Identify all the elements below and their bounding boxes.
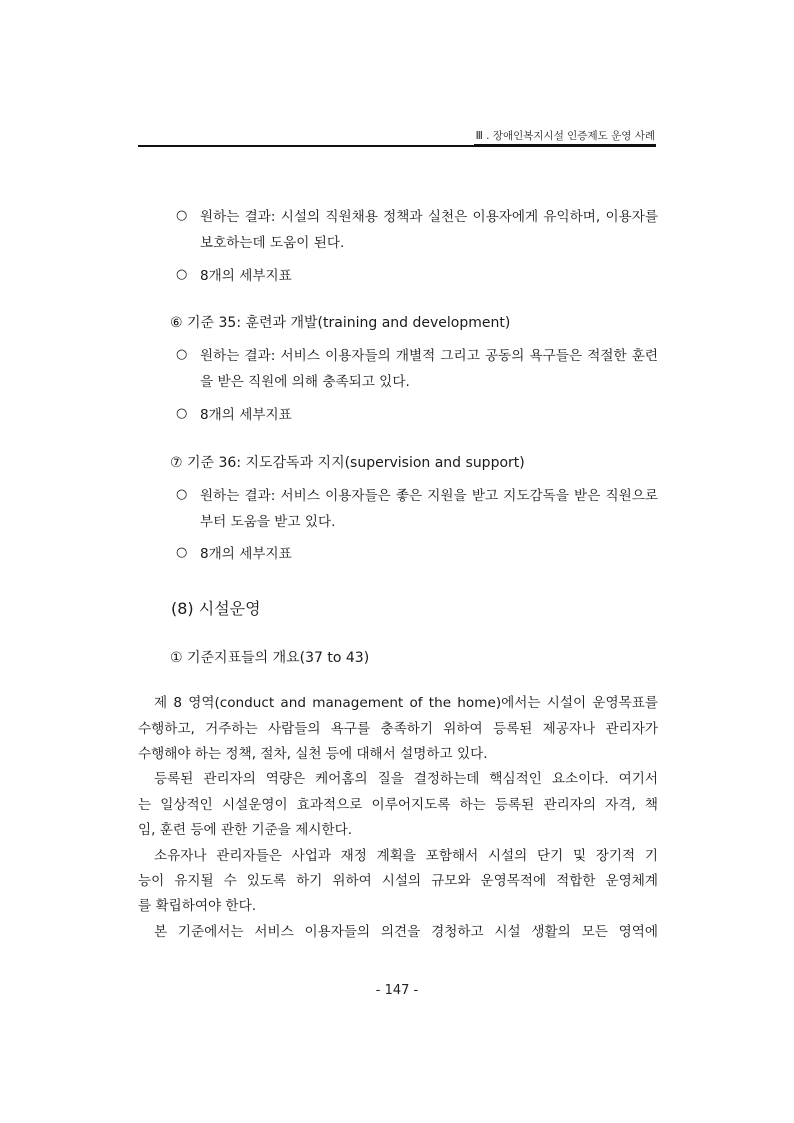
running-header: Ⅲ . 장애인복지시설 인증제도 운영 사례 [475,130,655,142]
bullet-marker: ○ [176,208,188,223]
bullet-marker: ○ [176,545,188,560]
bullet-marker: ○ [176,267,188,282]
paragraph-line: 등록된 관리자의 역량은 케어홈의 질을 결정하는데 핵심적인 요소이다. 여기서 [154,771,658,787]
bullet-marker: ○ [176,406,188,421]
paragraph-line: 능이 유지될 수 있도록 하기 위하여 시설의 규모와 운영목적에 적합한 운영체계 [138,873,658,889]
bullet-text-desired-outcome-35: 원하는 결과: 서비스 이용자들의 개별적 그리고 공동의 욕구들은 적절한 훈련을 받은 직원에 의해 충족되고 있다. [200,348,658,390]
paragraph-line: 본 기준에서는 서비스 이용자들의 의견을 경청하고 시설 생활의 모든 영역에 [154,924,658,940]
paragraph-line: 소유자나 관리자들은 사업과 재정 계획을 포함해서 시설의 단기 및 장기적 기 [154,848,658,864]
header-rule-accent [474,144,656,147]
bullet-text-indicators-36: 8개의 세부지표 [200,546,292,562]
bullet-text-desired-outcome-36: 원하는 결과: 서비스 이용자들은 좋은 지원을 받고 지도감독을 받은 직원으로부터 도움을 받고 있다. [200,488,658,530]
paragraph-line: 를 확립하여야 한다. [138,898,257,914]
bullet-marker: ○ [176,347,188,362]
standard-36-heading: ⑦ 기준 36: 지도감독과 지지(supervision and support) [170,455,525,471]
paragraph-line: 수행해야 하는 정책, 절차, 실천 등에 대해서 설명하고 있다. [138,746,488,762]
standard-35-heading: ⑥ 기준 35: 훈련과 개발(training and development) [170,315,511,331]
bullet-text-desired-outcome-34: 원하는 결과: 시설의 직원채용 정책과 실천은 이용자에게 유익하며, 이용자를 보호하는데 도움이 된다. [200,209,658,251]
bullet-marker: ○ [176,487,188,502]
bullet-text-indicators-35: 8개의 세부지표 [200,407,292,423]
paragraph-line: 수행하고, 거주하는 사람들의 욕구를 충족하기 위하여 등록된 제공자나 관리자가 [138,721,658,737]
paragraph-line: 는 일상적인 시설운영이 효과적으로 이루어지도록 하는 등록된 관리자의 자격, 책 [138,797,658,813]
section-sub-heading: ① 기준지표들의 개요(37 to 43) [170,650,370,666]
page-number: - 147 - [375,983,419,998]
paragraph-line: 임, 훈련 등에 관한 기준을 제시한다. [138,822,353,838]
bullet-text-indicators-34: 8개의 세부지표 [200,268,292,284]
paragraph-line: 제 8 영역(conduct and management of the home)에서는 시설이 운영목표를 [154,695,658,711]
section-title: (8) 시설운영 [171,599,261,618]
